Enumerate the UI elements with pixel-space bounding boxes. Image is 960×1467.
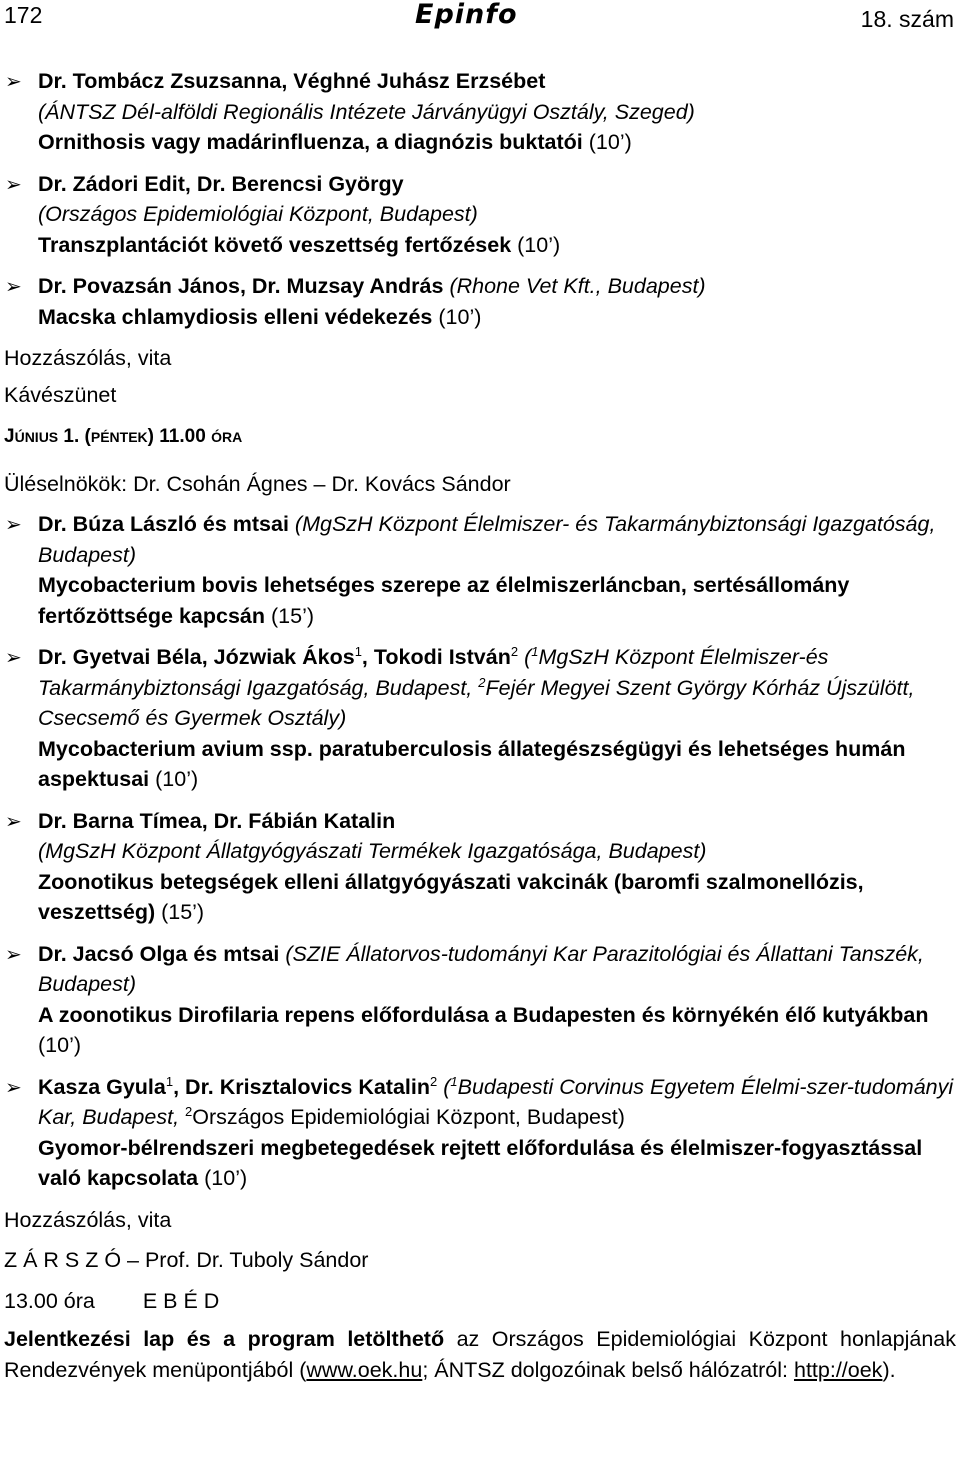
arrow-bullet-icon: ➢: [5, 514, 22, 536]
program-item: [0, 66, 960, 158]
item-authors: Kasza Gyula: [38, 1074, 166, 1099]
item-authors-line: [38, 509, 960, 570]
item-authors-line: [38, 1072, 960, 1133]
program-item: [0, 806, 960, 928]
lunch-time: 13.00 óra: [4, 1288, 95, 1313]
day-part: ) 11.00: [147, 426, 212, 447]
item-title-line: [38, 570, 960, 631]
item-title-line: [38, 127, 960, 158]
day-part: PÉNTEK: [90, 429, 148, 445]
item-affiliation: (MgSzH Központ Állatgyógyászati Termékek Igazgatósága, Budapest): [38, 839, 707, 863]
lunch-line: [0, 1286, 960, 1317]
item-title: Ornithosis vagy madárinfluenza, a diagnózis buktatói: [38, 130, 583, 154]
item-title-line: [38, 1133, 960, 1194]
item-affiliation: (Országos Epidemiológiai Központ, Budapest): [38, 202, 478, 226]
item-affiliation: Fejér Megyei Szent György Kórház Újszülött, Csecsemő és Gyermek Osztály): [38, 675, 915, 730]
item-affiliation: Budapesti Corvinus Egyetem Élelmi-szer-tudományi Kar, Budapest,: [38, 1074, 954, 1129]
item-duration: (10’): [198, 1166, 248, 1190]
session-day-heading: [0, 422, 960, 453]
program-item: [0, 169, 960, 261]
item-affiliation: (Rhone Vet Kft., Budapest): [443, 274, 706, 298]
item-duration: (10’): [432, 304, 482, 329]
item-title: Mycobacterium avium ssp. paratuberculosis állategészségügyi és lehetséges humán aspektusai: [38, 736, 906, 791]
superscript: 2: [430, 1073, 438, 1089]
program-content: [0, 66, 960, 1385]
arrow-bullet-icon: ➢: [5, 810, 22, 833]
item-affiliation: (MgSzH Központ Élelmiszer- és Takarmánybiztonsági Igazgatóság, Budapest): [38, 512, 936, 567]
item-authors: , Dr. Krisztalovics Katalin: [173, 1074, 431, 1099]
item-title: A zoonotikus Dirofilaria repens előfordulása a Budapesten és környékén élő kutyákban: [38, 1002, 929, 1027]
item-affiliation: (: [518, 645, 532, 669]
item-duration: (10’): [511, 232, 561, 257]
item-title-line: [38, 230, 960, 261]
arrow-bullet-icon: ➢: [5, 71, 22, 93]
footer-bold-text: Jelentkezési lap és a program letölthető: [4, 1327, 445, 1351]
item-authors-line: [38, 642, 960, 734]
page-header: [0, 0, 960, 40]
item-title: Transzplantációt követő veszettség fertőzések: [38, 232, 512, 257]
item-authors: Dr. Barna Tímea, Dr. Fábián Katalin: [38, 808, 396, 833]
item-duration: (10’): [149, 767, 199, 791]
arrow-bullet-icon: ➢: [5, 943, 22, 966]
program-item: [0, 1072, 960, 1194]
page-number: 172: [4, 2, 43, 28]
program-item: [0, 642, 960, 795]
item-affiliation: MgSzH Központ Élelmiszer-és Takarmánybiztonsági Igazgatóság, Budapest,: [38, 645, 829, 700]
arrow-bullet-icon: ➢: [5, 276, 22, 298]
item-title-line: [38, 734, 960, 795]
superscript: 2: [478, 674, 486, 690]
superscript: 1: [165, 1073, 174, 1089]
program-item: [0, 939, 960, 1061]
arrow-bullet-icon: ➢: [5, 173, 22, 196]
superscript: 1: [354, 643, 362, 659]
issue-number: 18. szám: [860, 6, 954, 32]
arrow-bullet-icon: ➢: [5, 1076, 22, 1099]
superscript: 2: [510, 643, 519, 659]
item-authors-line: [38, 271, 960, 302]
superscript: 1: [450, 1073, 458, 1089]
item-duration: (15’): [155, 900, 205, 924]
item-authors: Dr. Povazsán János, Dr. Muzsay András: [38, 274, 444, 298]
internal-network-link[interactable]: http://oek: [793, 1357, 883, 1382]
footer-text: ; ÁNTSZ dolgozóinak belső hálózatról:: [422, 1357, 794, 1382]
item-duration: (10’): [38, 1033, 82, 1057]
item-title-line: [38, 867, 960, 928]
item-duration: (15’): [265, 603, 314, 628]
lunch-label: E B É D: [142, 1288, 220, 1313]
item-authors: Dr. Gyetvai Béla, Józwiak Ákos: [38, 645, 355, 669]
day-part: 1. (: [58, 426, 91, 447]
item-title-line: [38, 1000, 960, 1061]
item-title-line: [38, 302, 960, 333]
item-authors: Dr. Búza László és mtsai: [38, 512, 289, 536]
day-part: J: [4, 426, 15, 447]
item-title: Macska chlamydiosis elleni védekezés: [38, 304, 433, 329]
item-authors: Dr. Tombácz Zsuzsanna, Véghné Juhász Erzsébet: [38, 69, 546, 93]
program-item: [0, 509, 960, 631]
item-authors: , Tokodi István: [361, 645, 511, 669]
item-title: Mycobacterium bovis lehetséges szerepe az élelmiszerláncban, sertésállomány fertőzöttsége kapcsán: [38, 573, 850, 628]
item-affiliation: Országos Epidemiológiai Központ, Budapest): [192, 1105, 625, 1129]
item-authors: Dr. Zádori Edit, Dr. Berencsi György: [38, 171, 404, 196]
item-duration: (10’): [582, 130, 632, 154]
item-affiliation: (: [437, 1074, 451, 1099]
item-affiliation: (SZIE Állatorvos-tudományi Kar Parazitológiai és Állattani Tanszék, Budapest): [38, 941, 924, 996]
superscript: 2: [185, 1103, 193, 1119]
footer-text: ).: [882, 1357, 896, 1382]
oek-website-link[interactable]: www.oek.hu: [306, 1357, 423, 1382]
discussion-label: Hozzászólás, vita: [4, 346, 172, 370]
item-title: Zoonotikus betegségek elleni állatgyógyászati vakcinák (baromfi szalmonellózis, veszettség): [38, 869, 864, 924]
item-authors: Dr. Jacsó Olga és mtsai: [38, 941, 280, 966]
superscript: 1: [531, 643, 539, 659]
publication-logo: Epinfo: [415, 0, 518, 30]
arrow-bullet-icon: ➢: [5, 647, 22, 669]
item-title: Gyomor-bélrendszeri megbetegedések rejtett előfordulása és élelmiszer-fogyasztással való kapcsolata: [38, 1135, 923, 1190]
item-authors-line: [38, 939, 960, 1000]
program-item: [0, 271, 960, 332]
closing-remarks: Z Á R S Z Ó – Prof. Dr. Tuboly Sándor: [4, 1248, 369, 1272]
session-chairs: Üléselnökök: Dr. Csohán Ágnes – Dr. Kovács Sándor: [4, 471, 511, 496]
coffee-break-label: Kávészünet: [4, 382, 117, 407]
day-part: ÓRA: [211, 429, 243, 445]
discussion-label: Hozzászólás, vita: [4, 1207, 172, 1232]
day-part: ÚNIUS: [14, 429, 59, 445]
registration-note: [0, 1324, 960, 1385]
footer-text: az Országos Epidemiológiai Központ honlapjának Rendezvények menüpontjából (: [4, 1327, 956, 1382]
item-affiliation: (ÁNTSZ Dél-alföldi Regionális Intézete Járványügyi Osztály, Szeged): [38, 99, 695, 124]
